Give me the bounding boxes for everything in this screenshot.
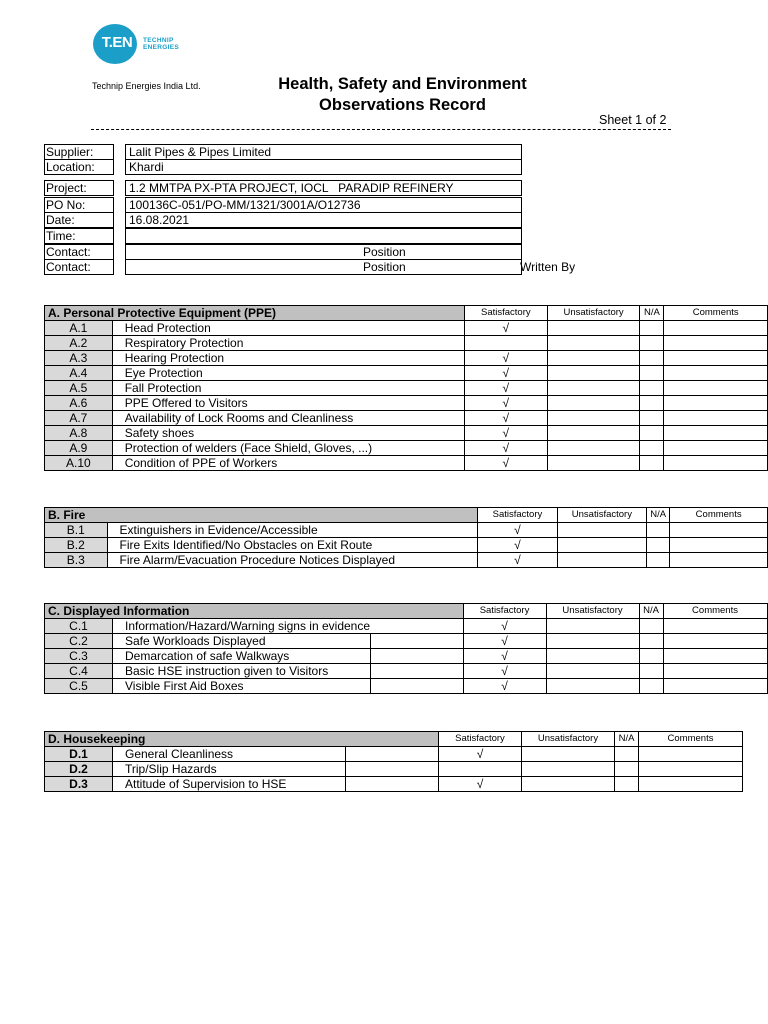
item-extra-cell[interactable] xyxy=(372,351,464,366)
na-cell[interactable] xyxy=(640,396,664,411)
item-extra-cell[interactable] xyxy=(372,321,464,336)
company-name: Technip Energies India Ltd. xyxy=(92,81,201,91)
item-code: C.5 xyxy=(45,679,113,694)
checklist-row xyxy=(45,747,743,762)
unsatisfactory-cell[interactable] xyxy=(557,538,646,553)
col-satisfactory: Satisfactory xyxy=(464,306,547,321)
satisfactory-cell[interactable]: √ xyxy=(463,679,546,694)
time-label: Time: xyxy=(44,228,114,244)
supplier-label: Supplier: xyxy=(44,144,114,160)
satisfactory-cell[interactable]: √ xyxy=(463,634,546,649)
na-cell[interactable] xyxy=(639,619,663,634)
col-satisfactory: Satisfactory xyxy=(478,508,557,523)
checklist-row xyxy=(45,426,768,441)
satisfactory-cell[interactable]: √ xyxy=(478,523,557,538)
sheet-number: Sheet 1 of 2 xyxy=(599,113,667,127)
item-code: C.1 xyxy=(45,619,113,634)
checklist-row xyxy=(45,553,768,568)
contact-label-1: Contact: xyxy=(44,244,114,260)
satisfactory-cell[interactable]: √ xyxy=(464,411,547,426)
item-description: Trip/Slip Hazards xyxy=(113,762,346,777)
comments-cell[interactable] xyxy=(670,538,768,553)
item-description: Basic HSE instruction given to Visitors xyxy=(113,664,371,679)
project-value[interactable]: 1.2 MMTPA PX-PTA PROJECT, IOCL PARADIP REFINERY xyxy=(125,180,522,196)
satisfactory-cell[interactable] xyxy=(439,762,522,777)
section-b-table xyxy=(44,507,768,568)
item-description: PPE Offered to Visitors xyxy=(112,396,372,411)
col-na: N/A xyxy=(640,306,664,321)
unsatisfactory-cell[interactable] xyxy=(522,747,615,762)
comments-cell[interactable] xyxy=(664,366,768,381)
document-title xyxy=(250,74,555,116)
item-extra-cell[interactable] xyxy=(346,747,439,762)
item-extra-cell[interactable] xyxy=(395,523,478,538)
item-description: Information/Hazard/Warning signs in evidence xyxy=(113,619,371,634)
contact-label-2: Contact: xyxy=(44,259,114,275)
checklist-row xyxy=(45,762,743,777)
na-cell[interactable] xyxy=(640,336,664,351)
po-label: PO No: xyxy=(44,197,114,213)
section-header xyxy=(45,732,743,747)
section-c-table xyxy=(44,603,768,694)
comments-cell[interactable] xyxy=(664,426,768,441)
checklist-row xyxy=(45,381,768,396)
item-extra-cell[interactable] xyxy=(370,679,463,694)
unsatisfactory-cell[interactable] xyxy=(547,426,640,441)
col-unsatisfactory: Unsatisfactory xyxy=(546,604,639,619)
unsatisfactory-cell[interactable] xyxy=(546,634,639,649)
item-description: Protection of welders (Face Shield, Gloves, ...) xyxy=(112,441,372,456)
checklist-row xyxy=(45,456,768,471)
item-code: B.1 xyxy=(45,523,108,538)
satisfactory-cell[interactable]: √ xyxy=(463,664,546,679)
na-cell[interactable] xyxy=(615,777,639,792)
na-cell[interactable] xyxy=(639,634,663,649)
checklist-row xyxy=(45,351,768,366)
col-unsatisfactory: Unsatisfactory xyxy=(557,508,646,523)
item-extra-cell[interactable] xyxy=(372,366,464,381)
item-code: A.4 xyxy=(45,366,113,381)
unsatisfactory-cell[interactable] xyxy=(547,351,640,366)
unsatisfactory-cell[interactable] xyxy=(547,441,640,456)
satisfactory-cell[interactable]: √ xyxy=(464,456,547,471)
item-code: C.4 xyxy=(45,664,113,679)
po-value[interactable]: 100136C-051/PO-MM/1321/3001A/O12736 xyxy=(125,197,522,213)
item-extra-cell[interactable] xyxy=(370,619,463,634)
na-cell[interactable] xyxy=(639,679,663,694)
logo-line-2: ENERGIES xyxy=(143,44,179,51)
unsatisfactory-cell[interactable] xyxy=(522,762,615,777)
item-code: D.3 xyxy=(45,777,113,792)
location-value[interactable]: Khardi xyxy=(125,159,522,175)
item-code: C.2 xyxy=(45,634,113,649)
unsatisfactory-cell[interactable] xyxy=(547,396,640,411)
checklist-row xyxy=(45,679,768,694)
checklist-row xyxy=(45,321,768,336)
satisfactory-cell[interactable]: √ xyxy=(478,538,557,553)
comments-cell[interactable] xyxy=(664,351,768,366)
item-description: Extinguishers in Evidence/Accessible xyxy=(107,523,395,538)
satisfactory-cell[interactable]: √ xyxy=(463,619,546,634)
item-code: A.1 xyxy=(45,321,113,336)
satisfactory-cell[interactable]: √ xyxy=(464,321,547,336)
satisfactory-cell[interactable]: √ xyxy=(464,351,547,366)
comments-cell[interactable] xyxy=(664,441,768,456)
comments-cell[interactable] xyxy=(664,396,768,411)
section-title: A. Personal Protective Equipment (PPE) xyxy=(45,306,465,321)
comments-cell[interactable] xyxy=(639,747,743,762)
checklist-row xyxy=(45,523,768,538)
item-description: Head Protection xyxy=(112,321,372,336)
na-cell[interactable] xyxy=(640,351,664,366)
logo-mark: T.EN xyxy=(101,34,133,51)
comments-cell[interactable] xyxy=(663,679,767,694)
title-line-1: Health, Safety and Environment xyxy=(278,75,527,93)
item-extra-cell[interactable] xyxy=(370,634,463,649)
item-extra-cell[interactable] xyxy=(370,649,463,664)
item-description: Demarcation of safe Walkways xyxy=(113,649,371,664)
item-extra-cell[interactable] xyxy=(395,553,478,568)
section-a-table xyxy=(44,305,768,471)
item-extra-cell[interactable] xyxy=(372,381,464,396)
na-cell[interactable] xyxy=(615,747,639,762)
col-comments: Comments xyxy=(639,732,743,747)
contact-value-2[interactable] xyxy=(125,259,522,275)
checklist-row xyxy=(45,396,768,411)
satisfactory-cell[interactable]: √ xyxy=(439,747,522,762)
item-description: Respiratory Protection xyxy=(112,336,372,351)
col-comments: Comments xyxy=(663,604,767,619)
comments-cell[interactable] xyxy=(639,762,743,777)
item-extra-cell[interactable] xyxy=(370,664,463,679)
satisfactory-cell[interactable]: √ xyxy=(464,366,547,381)
item-extra-cell[interactable] xyxy=(346,777,439,792)
na-cell[interactable] xyxy=(640,456,664,471)
item-extra-cell[interactable] xyxy=(372,336,464,351)
unsatisfactory-cell[interactable] xyxy=(522,777,615,792)
contact-value-1[interactable] xyxy=(125,244,522,260)
item-description: Fire Alarm/Evacuation Procedure Notices Displayed xyxy=(107,553,395,568)
comments-cell[interactable] xyxy=(663,634,767,649)
checklist-row xyxy=(45,336,768,351)
item-description: Eye Protection xyxy=(112,366,372,381)
item-code: A.2 xyxy=(45,336,113,351)
item-code: D.2 xyxy=(45,762,113,777)
item-code: A.8 xyxy=(45,426,113,441)
comments-cell[interactable] xyxy=(670,553,768,568)
na-cell[interactable] xyxy=(647,523,670,538)
section-header xyxy=(45,604,768,619)
item-description: Hearing Protection xyxy=(112,351,372,366)
date-label: Date: xyxy=(44,212,114,228)
section-d-table xyxy=(44,731,743,792)
item-extra-cell[interactable] xyxy=(372,456,464,471)
na-cell[interactable] xyxy=(640,441,664,456)
unsatisfactory-cell[interactable] xyxy=(546,619,639,634)
unsatisfactory-cell[interactable] xyxy=(547,381,640,396)
unsatisfactory-cell[interactable] xyxy=(557,523,646,538)
na-cell[interactable] xyxy=(640,321,664,336)
checklist-row xyxy=(45,441,768,456)
item-code: C.3 xyxy=(45,649,113,664)
section-title: D. Housekeeping xyxy=(45,732,439,747)
comments-cell[interactable] xyxy=(663,649,767,664)
item-description: Fire Exits Identified/No Obstacles on Exit Route xyxy=(107,538,395,553)
col-na: N/A xyxy=(647,508,670,523)
contact-position-2: Position xyxy=(363,260,406,274)
item-code: A.7 xyxy=(45,411,113,426)
comments-cell[interactable] xyxy=(664,381,768,396)
unsatisfactory-cell[interactable] xyxy=(546,649,639,664)
checklist-row xyxy=(45,777,743,792)
na-cell[interactable] xyxy=(639,664,663,679)
satisfactory-cell[interactable]: √ xyxy=(464,441,547,456)
col-comments: Comments xyxy=(670,508,768,523)
checklist-row xyxy=(45,538,768,553)
item-code: A.9 xyxy=(45,441,113,456)
location-label: Location: xyxy=(44,159,114,175)
item-description: Safe Workloads Displayed xyxy=(113,634,371,649)
unsatisfactory-cell[interactable] xyxy=(546,664,639,679)
checklist-row xyxy=(45,649,768,664)
comments-cell[interactable] xyxy=(663,619,767,634)
unsatisfactory-cell[interactable] xyxy=(547,366,640,381)
item-description: Fall Protection xyxy=(112,381,372,396)
checklist-row xyxy=(45,664,768,679)
na-cell[interactable] xyxy=(639,649,663,664)
item-code: B.3 xyxy=(45,553,108,568)
item-description: Visible First Aid Boxes xyxy=(113,679,371,694)
col-na: N/A xyxy=(639,604,663,619)
satisfactory-cell[interactable]: √ xyxy=(464,381,547,396)
checklist-row xyxy=(45,619,768,634)
unsatisfactory-cell[interactable] xyxy=(546,679,639,694)
item-description: Availability of Lock Rooms and Cleanliness xyxy=(112,411,372,426)
unsatisfactory-cell[interactable] xyxy=(547,336,640,351)
checklist-row xyxy=(45,411,768,426)
item-code: A.6 xyxy=(45,396,113,411)
na-cell[interactable] xyxy=(640,411,664,426)
satisfactory-cell[interactable]: √ xyxy=(463,649,546,664)
na-cell[interactable] xyxy=(640,366,664,381)
satisfactory-cell[interactable]: √ xyxy=(464,426,547,441)
item-code: D.1 xyxy=(45,747,113,762)
col-satisfactory: Satisfactory xyxy=(439,732,522,747)
comments-cell[interactable] xyxy=(664,456,768,471)
section-title: C. Displayed Information xyxy=(45,604,464,619)
comments-cell[interactable] xyxy=(664,411,768,426)
item-extra-cell[interactable] xyxy=(372,396,464,411)
contact-position-1: Position xyxy=(363,245,406,259)
na-cell[interactable] xyxy=(647,538,670,553)
col-comments: Comments xyxy=(664,306,768,321)
item-description: Safety shoes xyxy=(112,426,372,441)
comments-cell[interactable] xyxy=(670,523,768,538)
comments-cell[interactable] xyxy=(664,336,768,351)
logo-line-1: TECHNIP xyxy=(143,37,174,44)
item-extra-cell[interactable] xyxy=(372,426,464,441)
unsatisfactory-cell[interactable] xyxy=(547,411,640,426)
date-value[interactable]: 16.08.2021 xyxy=(125,212,522,228)
satisfactory-cell[interactable]: √ xyxy=(464,396,547,411)
item-extra-cell[interactable] xyxy=(395,538,478,553)
item-code: A.5 xyxy=(45,381,113,396)
item-description: Condition of PPE of Workers xyxy=(112,456,372,471)
unsatisfactory-cell[interactable] xyxy=(547,456,640,471)
logo-wordmark xyxy=(143,37,179,51)
item-extra-cell[interactable] xyxy=(372,441,464,456)
item-code: B.2 xyxy=(45,538,108,553)
written-by-label: Written By xyxy=(520,260,576,274)
title-line-2: Observations Record xyxy=(319,96,486,114)
na-cell[interactable] xyxy=(615,762,639,777)
checklist-row xyxy=(45,366,768,381)
supplier-value[interactable]: Lalit Pipes & Pipes Limited xyxy=(125,144,522,160)
col-unsatisfactory: Unsatisfactory xyxy=(522,732,615,747)
na-cell[interactable] xyxy=(647,553,670,568)
comments-cell[interactable] xyxy=(639,777,743,792)
item-code: A.10 xyxy=(45,456,113,471)
na-cell[interactable] xyxy=(640,381,664,396)
unsatisfactory-cell[interactable] xyxy=(547,321,640,336)
item-description: General Cleanliness xyxy=(113,747,346,762)
unsatisfactory-cell[interactable] xyxy=(557,553,646,568)
time-value[interactable] xyxy=(125,228,522,244)
satisfactory-cell[interactable]: √ xyxy=(439,777,522,792)
item-code: A.3 xyxy=(45,351,113,366)
col-na: N/A xyxy=(615,732,639,747)
item-description: Attitude of Supervision to HSE xyxy=(113,777,346,792)
item-extra-cell[interactable] xyxy=(346,762,439,777)
section-header xyxy=(45,306,768,321)
company-logo xyxy=(93,24,203,64)
section-title: B. Fire xyxy=(45,508,478,523)
satisfactory-cell[interactable] xyxy=(464,336,547,351)
dashed-divider xyxy=(91,129,671,130)
project-label: Project: xyxy=(44,180,114,196)
satisfactory-cell[interactable]: √ xyxy=(478,553,557,568)
comments-cell[interactable] xyxy=(664,321,768,336)
na-cell[interactable] xyxy=(640,426,664,441)
col-unsatisfactory: Unsatisfactory xyxy=(547,306,640,321)
item-extra-cell[interactable] xyxy=(372,411,464,426)
section-header xyxy=(45,508,768,523)
col-satisfactory: Satisfactory xyxy=(463,604,546,619)
checklist-row xyxy=(45,634,768,649)
comments-cell[interactable] xyxy=(663,664,767,679)
